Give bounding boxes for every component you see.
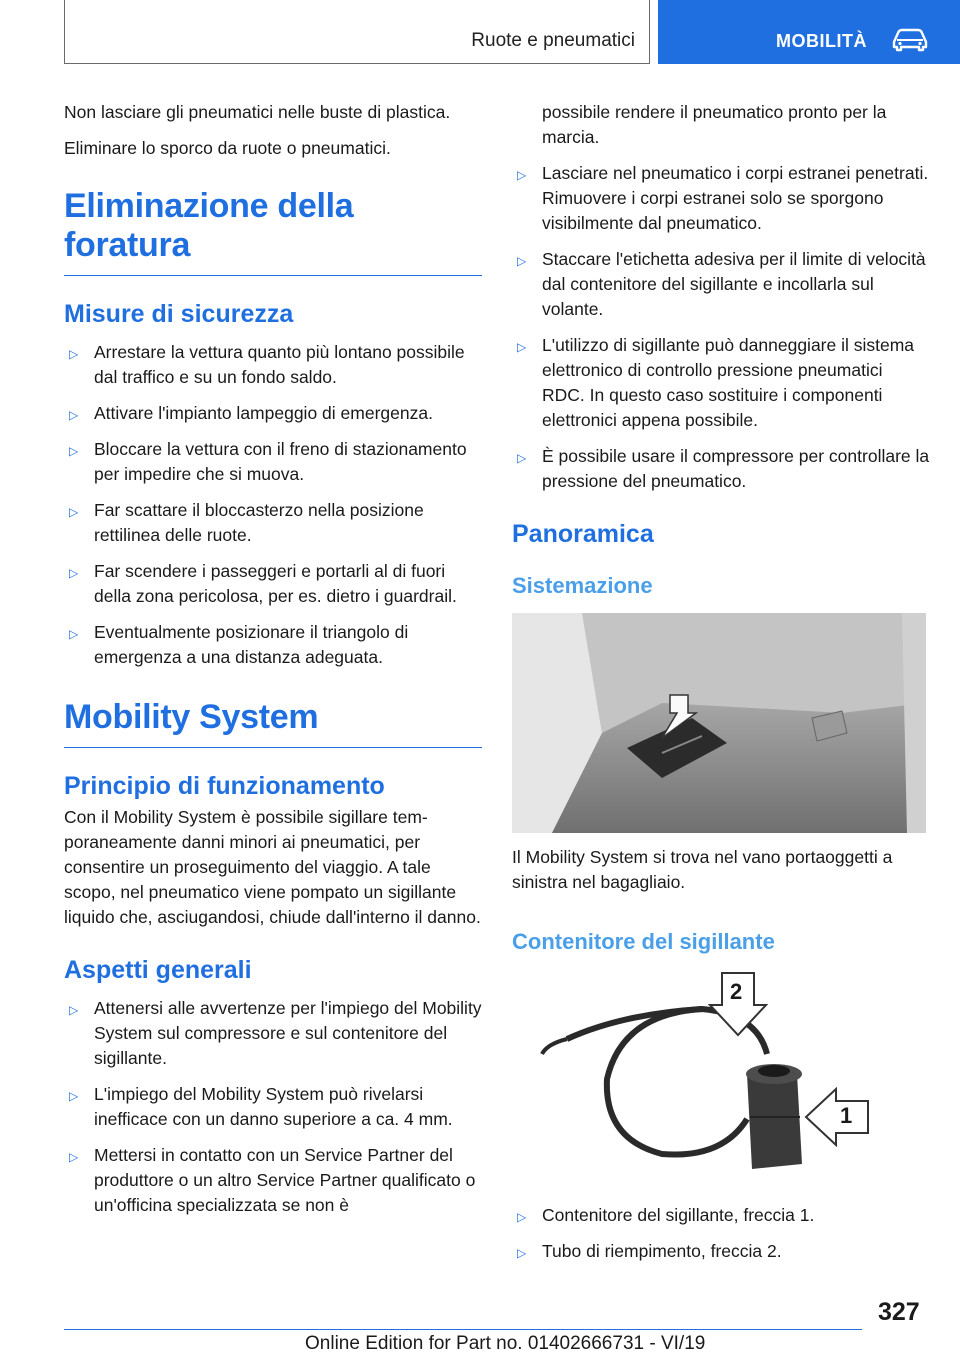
- list-item: ▷ L'impiego del Mobility System può rivelarsi inefficace con un danno superiore a ca. 4 mm.: [69, 1084, 453, 1129]
- heading-panoramica: Panoramica: [512, 520, 654, 548]
- triangle-bullet-icon: ▷: [69, 1003, 79, 1017]
- car-icon: [890, 26, 930, 52]
- header-chapter-tab[interactable]: [658, 0, 960, 64]
- heading-mobility-system: Mobility System: [64, 698, 482, 748]
- trunk-storage-photo: [512, 613, 926, 833]
- continued-paragraph: possibile rendere il pneumatico pronto per la marcia.: [542, 102, 887, 147]
- sealant-container-illustration: [512, 969, 926, 1185]
- triangle-bullet-icon: ▷: [517, 168, 527, 182]
- footer-divider: [64, 1329, 862, 1330]
- left-column: [64, 100, 482, 1229]
- list-item: ▷ Tubo di riempimento, freccia 2.: [512, 1239, 930, 1264]
- heading-sistemazione: Sistemazione: [512, 573, 653, 598]
- triangle-bullet-icon: ▷: [69, 408, 79, 422]
- header-section-box: [64, 0, 650, 64]
- footer-edition: Online Edition for Part no. 01402666731 - VI/19: [305, 1333, 706, 1354]
- sistemazione-paragraph: Il Mobility System si trova nel vano portaoggetti a sinistra nel bagagliaio.: [512, 847, 893, 892]
- triangle-bullet-icon: ▷: [69, 566, 79, 580]
- arrow-1-icon: [804, 1087, 870, 1147]
- triangle-bullet-icon: ▷: [69, 1089, 79, 1103]
- triangle-bullet-icon: ▷: [517, 254, 527, 268]
- list-item: ▷ È possibile usare il compressore per controllare la pressione del pneumatico.: [517, 446, 930, 491]
- triangle-bullet-icon: ▷: [69, 444, 79, 458]
- heading-principio-funzionamento: Principio di funzionamento: [64, 772, 385, 800]
- general-list: [64, 996, 482, 1218]
- safety-list: [64, 340, 482, 670]
- trunk-photo-illustration: [512, 613, 926, 833]
- header-chapter-label: MOBILITÀ: [776, 31, 867, 51]
- triangle-bullet-icon: ▷: [69, 627, 79, 641]
- triangle-bullet-icon: ▷: [69, 1150, 79, 1164]
- arrow-1-label: 1: [840, 1103, 853, 1128]
- list-item: ▷ Lasciare nel pneumatico i corpi estranei penetrati. Rimuovere i corpi estranei solo se sporgono visibilmente dal pneumatico.: [517, 163, 929, 233]
- list-item: ▷ Attivare l'impianto lampeggio di emergenza.: [64, 401, 482, 426]
- list-item: ▷ Attenersi alle avvertenze per l'impiego del Mobility System sul compressore e sul contenitore del sigillante.: [69, 998, 482, 1068]
- header-section-title: Ruote e pneumatici: [471, 30, 635, 51]
- intro-paragraph-2: Eliminare lo sporco da ruote o pneumatici.: [64, 138, 391, 158]
- right-column: [512, 100, 930, 1275]
- heading-aspetti-generali: Aspetti generali: [64, 956, 252, 984]
- triangle-bullet-icon: ▷: [517, 1210, 527, 1224]
- list-item: ▷ Staccare l'etichetta adesiva per il limite di velocità dal contenitore del sigillante e incollarla sul volante.: [517, 249, 926, 319]
- triangle-bullet-icon: ▷: [517, 1246, 527, 1260]
- general-list-continued: [512, 161, 930, 494]
- list-item: ▷ Mettersi in contatto con un Service Partner del produttore o un altro Service Partner qualificato o un'officina specializzata se non è: [69, 1145, 476, 1215]
- parts-list: [512, 1203, 930, 1264]
- triangle-bullet-icon: ▷: [517, 340, 527, 354]
- heading-eliminazione-foratura: Eliminazione della foratura: [64, 187, 482, 276]
- list-item: ▷ Bloccare la vettura con il freno di stazionamento per impedire che si muova.: [69, 439, 467, 484]
- list-item: ▷ Arrestare la vettura quanto più lontano possibile dal traffico e su un fondo saldo.: [69, 342, 465, 387]
- principio-paragraph: Con il Mobility System è possibile sigillare temporaneamente danni minori ai pneumatici, per consentire un proseguimento del viaggio. A tale scopo, nel pneumatico viene pompato un sigillante liquido che, asciugandosi, chiude dall'interno il danno.: [64, 807, 481, 927]
- triangle-bullet-icon: ▷: [69, 347, 79, 361]
- heading-misure-sicurezza: Misure di sicurezza: [64, 300, 294, 328]
- intro-paragraph-1: Non lasciare gli pneumatici nelle buste di plastica.: [64, 102, 451, 122]
- list-item: ▷ Eventualmente posizionare il triangolo di emergenza a una distanza adeguata.: [69, 622, 409, 667]
- arrow-2-icon: [708, 971, 768, 1037]
- triangle-bullet-icon: ▷: [517, 451, 527, 465]
- list-item: ▷ Contenitore del sigillante, freccia 1.: [512, 1203, 930, 1228]
- list-item: ▷ Far scendere i passeggeri e portarli al di fuori della zona pericolosa, per es. dietro i guardrail.: [69, 561, 457, 606]
- arrow-2-label: 2: [730, 979, 743, 1004]
- triangle-bullet-icon: ▷: [69, 505, 79, 519]
- list-item: ▷ Far scattare il bloccasterzo nella posizione rettilinea delle ruote.: [69, 500, 424, 545]
- list-item: ▷ L'utilizzo di sigillante può danneggiare il sistema elettronico di controllo pressione pneumatici RDC. In questo caso sostituire i componenti elettronici appena possibile.: [517, 335, 915, 430]
- heading-contenitore-sigillante: Contenitore del sigillante: [512, 929, 775, 954]
- page-number: 327: [878, 1298, 920, 1326]
